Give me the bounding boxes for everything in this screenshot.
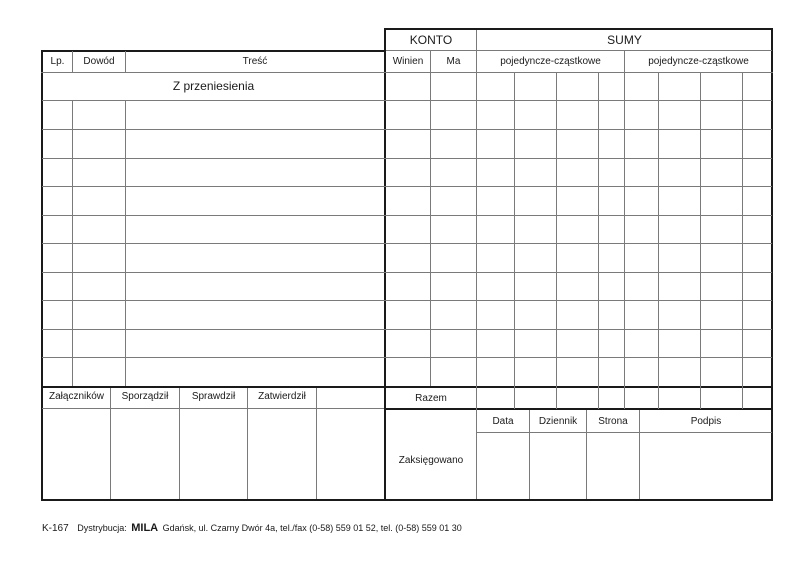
distribution-address: Gdańsk, ul. Czarny Dwór 4a, tel./fax (0-58) 559 01 52, tel. (0-58) 559 01 30 — [162, 523, 462, 533]
form-code: K-167 — [42, 523, 69, 534]
row-line — [42, 129, 772, 130]
row-line — [42, 215, 772, 216]
row-line — [42, 186, 772, 187]
col-line-sub — [658, 73, 659, 409]
divider-center — [384, 28, 386, 501]
row-line — [42, 243, 772, 244]
header-row-bottom — [41, 72, 773, 73]
col-line-bl — [247, 388, 248, 499]
row-line — [42, 357, 772, 358]
header-lp: Lp. — [50, 56, 65, 67]
bottom-left-label-row — [42, 408, 384, 409]
header-tresc: Treść — [242, 56, 268, 67]
row-line — [42, 100, 772, 101]
label-sprawdzil: Sprawdził — [191, 391, 236, 402]
distribution-prefix: Dystrybucja: — [77, 523, 127, 533]
header-pojedyncze-1: pojedyncze-cząstkowe — [500, 56, 601, 67]
col-line-konto-sumy — [476, 30, 477, 499]
col-line-bl — [316, 388, 317, 499]
label-zalacznikow: Załączników — [48, 391, 105, 402]
header-pojedyncze-2: pojedyncze-cząstkowe — [648, 56, 749, 67]
header-sumy: SUMY — [607, 33, 642, 47]
col-line-sub — [514, 73, 515, 409]
col-line-bl — [110, 388, 111, 499]
border-right — [771, 28, 773, 501]
brand-name: MILA — [131, 522, 159, 534]
header-konto: KONTO — [409, 33, 453, 47]
row-line — [42, 329, 772, 330]
row-line — [42, 300, 772, 301]
carry-forward-label: Z przeniesienia — [172, 79, 255, 93]
header-dowod: Dowód — [83, 56, 115, 67]
border-top-left — [41, 50, 386, 52]
label-razem: Razem — [415, 393, 447, 404]
col-line-sub — [742, 73, 743, 409]
row-line — [42, 158, 772, 159]
label-sporzadzil: Sporządził — [121, 391, 169, 402]
col-line-dowod — [125, 100, 126, 386]
col-line-sumy-half — [624, 51, 625, 409]
border-bottom — [41, 499, 773, 501]
border-left — [41, 50, 43, 501]
label-zatwierdzil: Zatwierdził — [258, 391, 306, 402]
col-line-sub — [598, 73, 599, 409]
label-podpis: Podpis — [690, 416, 722, 427]
header-ma: Ma — [446, 56, 461, 67]
konto-row-bottom — [386, 50, 772, 51]
header-winien: Winien — [392, 56, 424, 67]
bottom-section-top — [41, 386, 773, 388]
label-dziennik: Dziennik — [538, 416, 578, 427]
col-line-bl — [179, 388, 180, 499]
row-line — [42, 272, 772, 273]
label-zaksiegowano: Zaksięgowano — [398, 455, 464, 466]
zaks-label-row — [476, 432, 772, 433]
label-strona: Strona — [598, 416, 628, 427]
col-line-sub — [700, 73, 701, 409]
footer — [42, 522, 462, 534]
col-line-sub — [556, 73, 557, 409]
col-line-lp — [72, 100, 73, 386]
label-data: Data — [492, 416, 514, 427]
border-top-right — [384, 28, 773, 30]
col-line-winien-ma — [430, 51, 431, 386]
razem-row-bottom — [386, 408, 772, 410]
